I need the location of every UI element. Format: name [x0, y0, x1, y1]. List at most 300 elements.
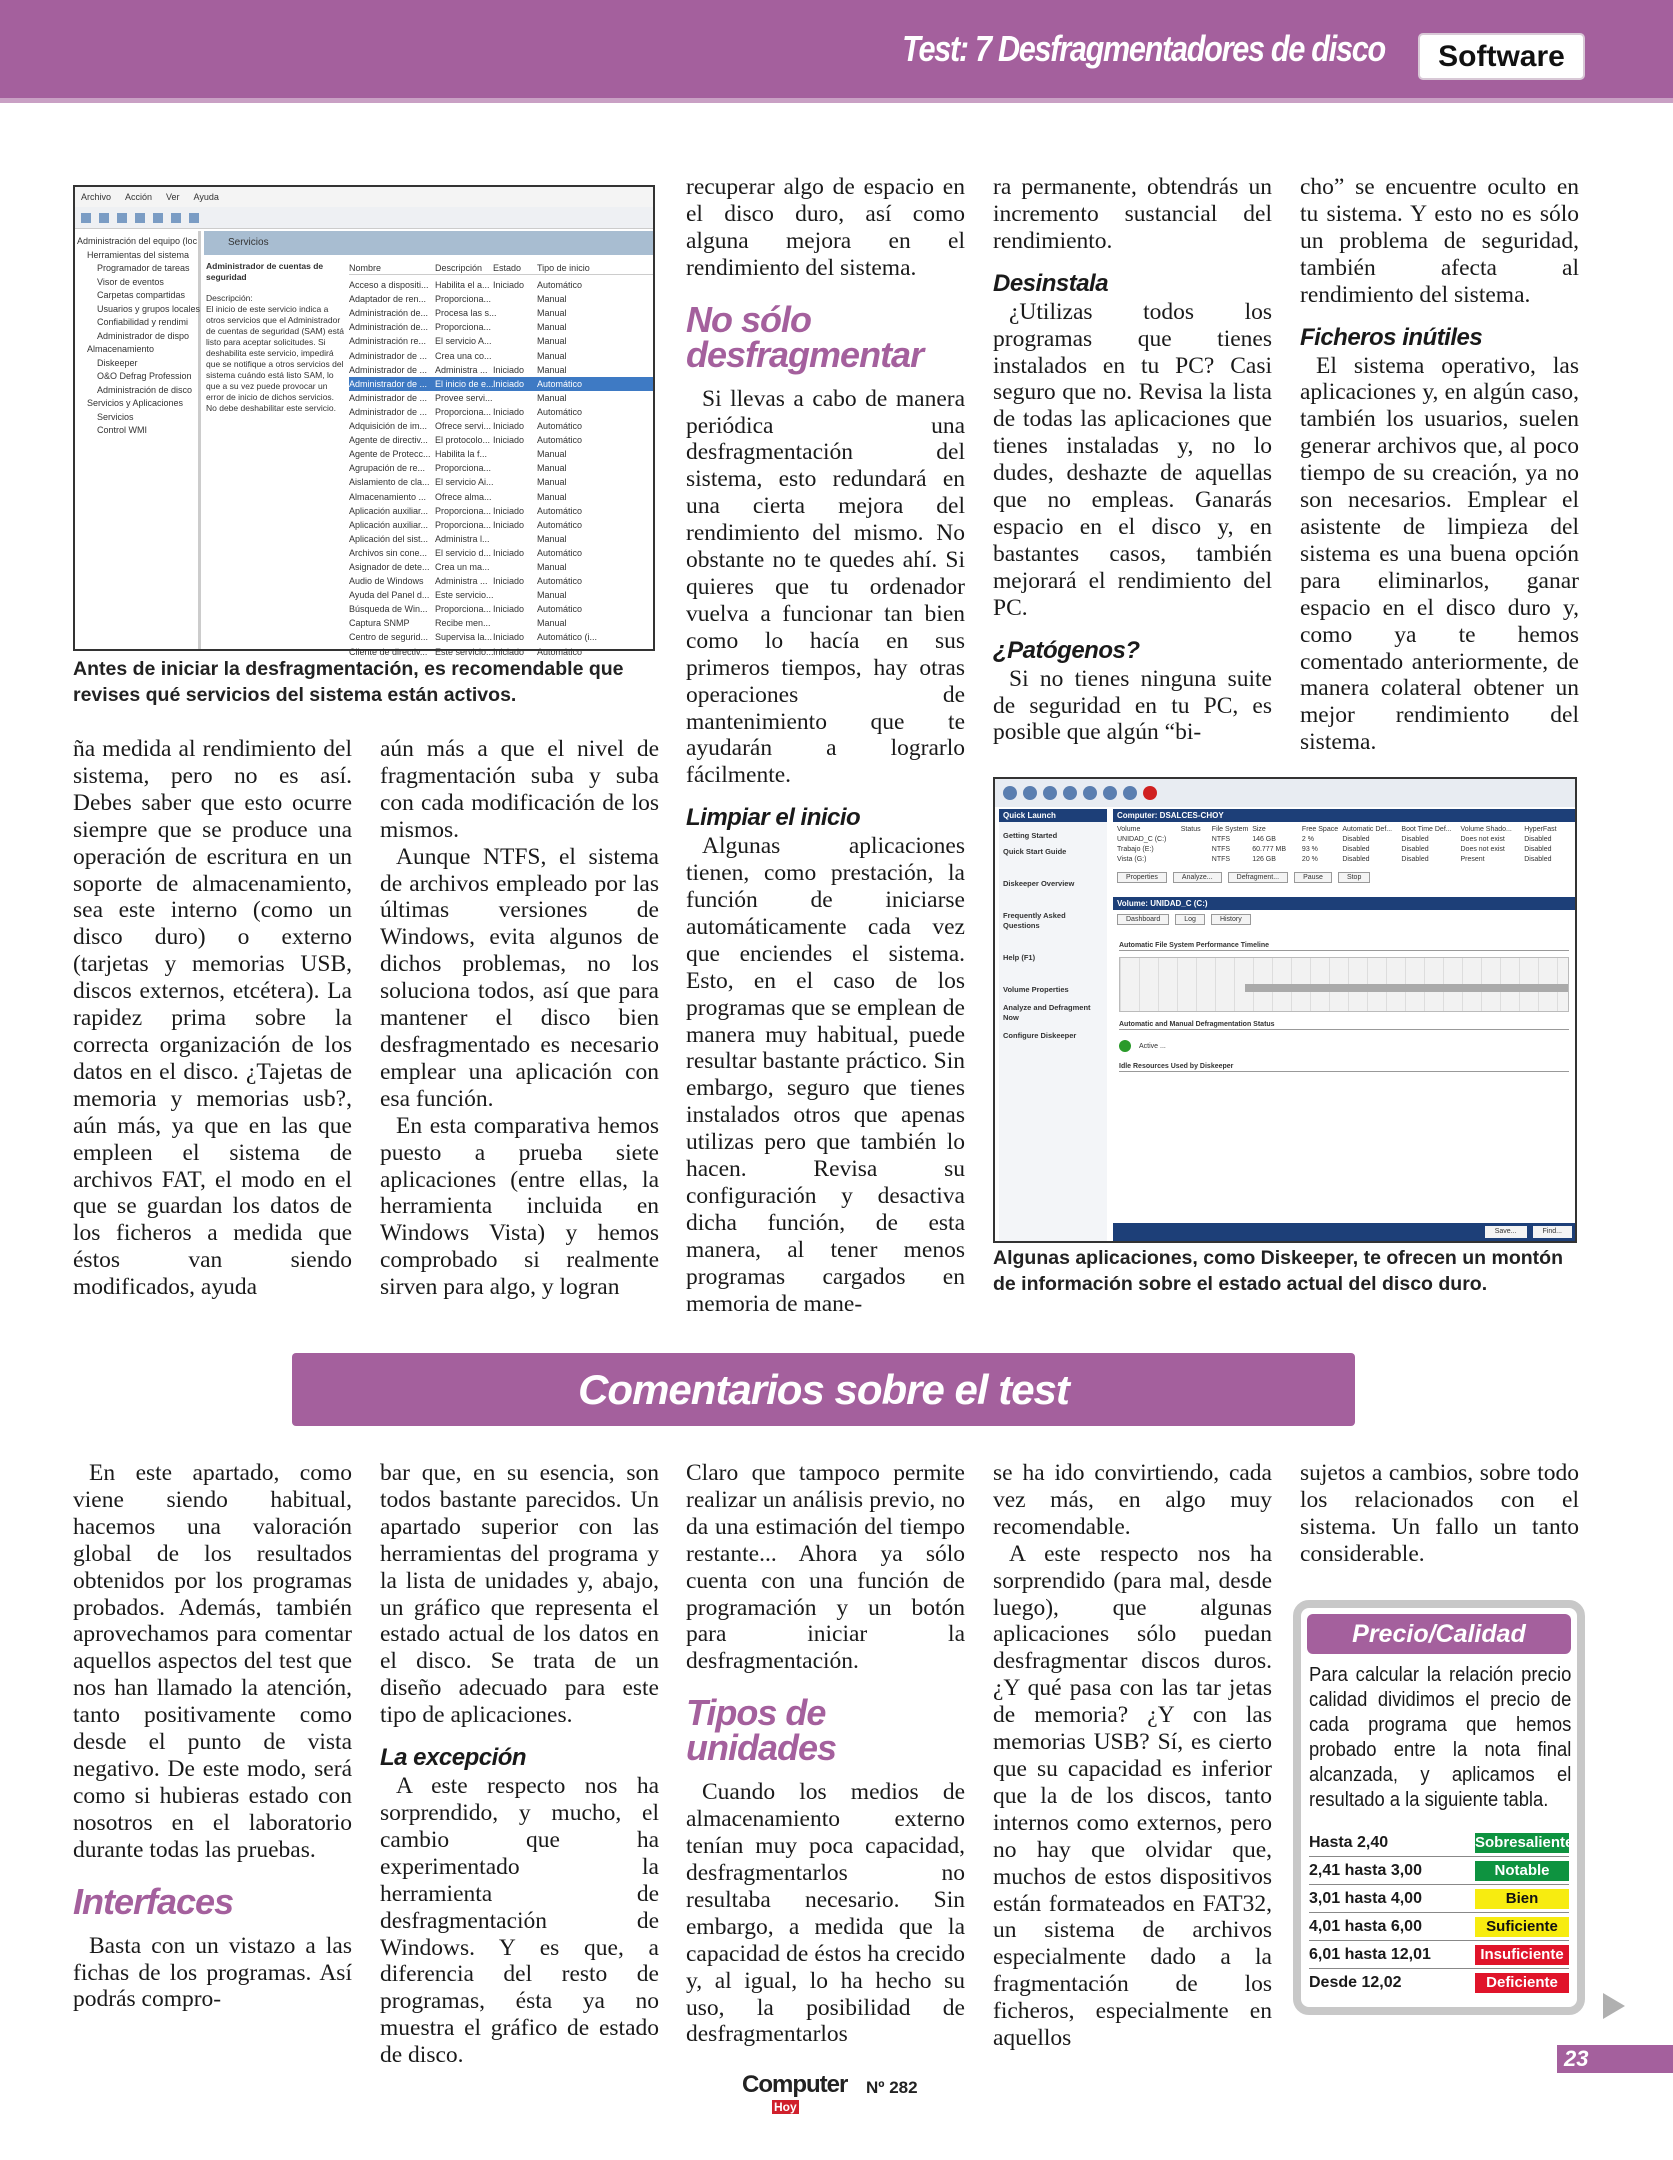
- diskeeper-screenshot: [993, 777, 1577, 1243]
- table-row: [349, 405, 653, 419]
- article-column-5: [1300, 174, 1579, 756]
- cell: Provee servi...: [435, 392, 493, 403]
- cell: Present: [1460, 856, 1485, 863]
- cell: Automático: [537, 435, 583, 446]
- price-range: 2,41 hasta 3,00: [1309, 1861, 1422, 1879]
- cell: Administrador de ...: [349, 392, 428, 403]
- cell: 20 %: [1301, 856, 1318, 863]
- cell: Proporciona...: [435, 463, 492, 474]
- cell: Archivos sin cone...: [349, 547, 428, 558]
- tree-item: Servicios: [97, 411, 134, 422]
- cell: Automático: [537, 576, 583, 587]
- cell: Vista (G:): [1117, 856, 1147, 863]
- box-title: Precio/Calidad: [1307, 1614, 1571, 1654]
- cell: [493, 447, 537, 461]
- services-screenshot: [73, 185, 655, 657]
- table-row: [349, 504, 653, 518]
- cell: Automático: [537, 505, 583, 516]
- rating-row: [1309, 1885, 1569, 1913]
- comments-column-3: [686, 1460, 965, 2048]
- menu-item: Ver: [166, 192, 180, 202]
- pause-icon: [189, 213, 199, 223]
- desc-label: Descripción:: [206, 293, 253, 303]
- tool-icon: [1103, 786, 1117, 800]
- table-row: [349, 391, 653, 405]
- cell: Disabled: [1342, 856, 1370, 863]
- cell: Manual: [537, 491, 567, 502]
- main-panel: [1113, 809, 1575, 1241]
- cell: Manual: [537, 294, 567, 305]
- cell: Centro de segurid...: [349, 632, 429, 643]
- tree-item: Administrador de dispo: [97, 330, 190, 341]
- magazine-logo: [742, 2071, 848, 2114]
- table-row: [349, 433, 653, 447]
- cell: Disabled: [1524, 836, 1552, 843]
- logo-text: Computer: [742, 2071, 848, 2098]
- cell: Iniciado: [493, 280, 525, 291]
- column-header: Size: [1252, 826, 1266, 833]
- tree-item: Visor de eventos: [97, 276, 164, 287]
- quick-launch-item: Help (F1): [1003, 953, 1036, 962]
- price-range: 3,01 hasta 4,00: [1309, 1889, 1422, 1907]
- cell: Iniciado: [493, 547, 525, 558]
- desc-text: El inicio de este servicio indica a otros servicios que el Administrador de cuentas de seguridad (SAM) está listo para aceptar solicitudes. Si deshabilita este servicio, impedirá que se notifique a otros servicios del sistema cuándo está listo SAM, lo que a su vez puede provocar un error de inicio de dichos servicios. No debe deshabilitar este servicio.: [206, 304, 344, 413]
- volume-title: Volume: UNIDAD_C (C:): [1113, 897, 1575, 910]
- cell: Administrador de ...: [349, 364, 428, 375]
- section-badge: Software: [1418, 33, 1585, 80]
- cell: El servicio A...: [435, 336, 492, 347]
- table-row: [349, 377, 653, 391]
- find-button: Find...: [1533, 1226, 1572, 1238]
- rating-badge: Suficiente: [1475, 1917, 1569, 1937]
- table-row: [349, 306, 653, 320]
- cell: Aislamiento de cla...: [349, 477, 430, 488]
- cell: [493, 320, 537, 334]
- cell: Procesa las s...: [435, 308, 497, 319]
- tree-panel: [75, 231, 201, 649]
- page-number: 23: [1557, 2045, 1673, 2073]
- price-range: Hasta 2,40: [1309, 1833, 1389, 1851]
- cell: Aplicación auxiliar...: [349, 505, 429, 516]
- cell: Búsqueda de Win...: [349, 604, 428, 615]
- paragraph: Basta con un vistazo a las fichas de los programas. Así podrás compro-: [73, 1932, 352, 2013]
- paragraph: cho” se encuentre oculto en tu sistema. Y esto no es sólo un problema de seguridad, también afecta al rendimiento del sistema.: [1300, 174, 1579, 308]
- article-column-1: [73, 736, 352, 1301]
- cell: Iniciado: [493, 519, 525, 530]
- column-header: Boot Time Def...: [1401, 826, 1452, 833]
- paragraph: Claro que tampoco permite realizar un análisis previo, no da una estimación del tiempo restante... Ahora ya sólo cuenta con una función de programación y un botón para iniciar la desfragmentación.: [686, 1460, 965, 1675]
- cell: [493, 391, 537, 405]
- cell: NTFS: [1211, 856, 1231, 863]
- tree-item: Confiabilidad y rendimi: [97, 317, 189, 327]
- button: Properties: [1117, 872, 1167, 883]
- cell: Administrador de ...: [349, 406, 428, 417]
- cell: Iniciado: [493, 421, 525, 432]
- paragraph: Cuando los medios de almacenamiento externo tenían muy poca capacidad, desfragmentarlos no resultaba necesario. Sin embargo, a medida que la capacidad de éstos ha crecido y, al igual, lo ha hecho su uso, la posibilidad de desfragmentarlos: [686, 1779, 965, 2048]
- cell: Audio de Windows: [349, 576, 424, 587]
- table-row: [349, 278, 653, 292]
- status-text: Active ...: [1139, 1042, 1166, 1050]
- tree-item: Control WMI: [97, 425, 148, 435]
- tree-item: Usuarios y grupos locales: [97, 303, 201, 314]
- tree-item: Almacenamiento: [87, 344, 155, 354]
- cell: Automático: [537, 604, 583, 615]
- quick-launch-item: Volume Properties: [1003, 985, 1069, 994]
- paragraph: El sistema operativo, las aplicaciones y, en algún caso, también los usuarios, suelen generar archivos que, al poco tiempo de su creación, ya no son necesarios. Emplear el asistente de limpieza del sistema es una buena opción para eliminarlos, ganar espacio en el disco duro y, como ya te hemos comentado anteriormente, de manera colateral obtener un mejor rendimiento del sistema.: [1300, 352, 1579, 756]
- cell: Iniciado: [493, 364, 525, 375]
- table-row: [349, 320, 653, 334]
- cell: Manual: [537, 477, 567, 488]
- table-row: [349, 292, 653, 306]
- table-row: [349, 602, 653, 616]
- cell: [1181, 845, 1209, 855]
- dashboard: [1113, 929, 1575, 1076]
- paragraph: En este apartado, como viene siendo habitual, hacemos una valoración global de los resultados obtenidos por los programas probados. Además, también aprovechamos para comentar aquellos aspectos del test que nos han llamado la atención, tanto positivamente como desde el punto de vista negativo. De este modo, será como si hubieras estado con nosotros en el laboratorio durante todas las pruebas.: [73, 1460, 352, 1863]
- paragraph: ña medida al rendimiento del sistema, pero no es así. Debes saber que esto ocurre siempre que se produce una operación de escritura en un soporte de almacenamiento, sea este interno (como un disco duro) o externo (tarjetas y memorias USB, discos externos, etcétera). La rapidez prima sobre la correcta organización de los datos en el disco. ¿Tajetas de memoria y memorias usb?, aún más, ya que en las que empleen el sistema de archivos FAT, el modo en el que se guardan los datos de los ficheros a medida que éstos van siendo modificados, ayuda: [73, 736, 352, 1301]
- cell: [493, 490, 537, 504]
- cell: Agente de Protecc...: [349, 449, 431, 460]
- subheading: La excepción: [380, 1744, 527, 1772]
- cell: Manual: [537, 336, 567, 347]
- toolbar: [75, 207, 653, 229]
- cell: [493, 616, 537, 630]
- tree-item: Programador de tareas: [97, 263, 190, 273]
- issue-number: Nº 282: [866, 2078, 918, 2097]
- cell: Automático: [537, 421, 583, 432]
- rating-badge: Sobresaliente: [1475, 1833, 1574, 1851]
- cell: Administración de...: [349, 322, 429, 333]
- subheading: ¿Patógenos?: [993, 636, 1140, 664]
- cell: Automático: [537, 646, 583, 657]
- table-row: [349, 588, 653, 602]
- cell: Habilita la f...: [435, 449, 488, 460]
- cell: Iniciado: [493, 646, 525, 657]
- article-column-3: [686, 174, 965, 1318]
- tool-icon: [1023, 786, 1037, 800]
- cell: Automático: [537, 519, 583, 530]
- table-header: [349, 261, 653, 275]
- box-text: Para calcular la relación precio calidad dividimos el precio de cada programa que hemos probado entre la nota final alcanzada, y aplicamos el resultado a la siguiente tabla.: [1309, 1664, 1572, 1811]
- tab: History: [1211, 914, 1251, 925]
- column-header: HyperFast: [1524, 826, 1557, 833]
- cell: Proporciona...: [435, 519, 492, 530]
- cell: Manual: [537, 463, 567, 474]
- computer-title: Computer: DSALCES-CHOY: [1113, 809, 1575, 822]
- cell: Manual: [537, 350, 567, 361]
- table-row: [349, 630, 653, 644]
- cell: Ayuda del Panel d...: [349, 590, 430, 601]
- cell: Trabajo (E:): [1117, 846, 1154, 853]
- table-row: [349, 574, 653, 588]
- paragraph: A este respecto nos ha sorprendido (para mal, desde luego), que algunas aplicaciones sólo puedan desfragmentar discos duros. ¿Y qué pasa con las tar jetas de memoria? ¿Y con las memorias USB? Sí, es cierto que su capacidad es inferior que la de los discos, tanto internos como externos, pero no hay que olvidar que, muchos de estos dispositivos están formateados en FAT32, un sistema de archivos especialmente dado a la fragmentación de los ficheros, especialmente en aquellos: [993, 1540, 1272, 2052]
- cell: Crea un ma...: [435, 561, 490, 572]
- paragraph: recuperar algo de espacio en el disco duro, así como alguna mejora en el rendimiento del sistema.: [686, 174, 965, 281]
- cell: Proporciona...: [435, 604, 492, 615]
- section-heading: Interfaces: [73, 1880, 234, 1922]
- comments-column-2: [380, 1460, 659, 2069]
- column-header: File System: [1211, 826, 1249, 833]
- rating-badge: Deficiente: [1475, 1973, 1569, 1993]
- cell: Manual: [537, 308, 567, 319]
- quick-launch-item: Getting Started: [1003, 831, 1058, 840]
- cell: Supervisa la...: [435, 632, 493, 643]
- cell: Cliente de directiv...: [349, 646, 428, 657]
- cell: [1181, 835, 1209, 845]
- comments-column-1: [73, 1460, 352, 2013]
- cell: Administra ...: [435, 576, 488, 587]
- cell: Manual: [537, 561, 567, 572]
- column-header: Nombre: [349, 263, 382, 273]
- tool-icon: [1063, 786, 1077, 800]
- subheading: Ficheros inútiles: [1300, 323, 1483, 351]
- paragraph: En esta comparativa hemos puesto a prueba siete aplicaciones (entre ellas, la herramienta incluida en Windows Vista) y hemos comprobado si realmente sirven para algo, y logran: [380, 1112, 659, 1301]
- price-range: Desde 12,02: [1309, 1974, 1402, 1991]
- cell: Asignador de dete...: [349, 561, 430, 572]
- tree-item: Herramientas del sistema: [87, 249, 190, 260]
- header-bar: [0, 0, 1673, 103]
- column-header: Status: [1180, 826, 1201, 833]
- status-light-icon: [1119, 1040, 1131, 1052]
- quick-launch-item: Configure Diskeeper: [1003, 1031, 1077, 1040]
- cell: Disabled: [1524, 846, 1552, 853]
- cell: Administración re...: [349, 336, 427, 347]
- table-row: [349, 490, 653, 504]
- tree-item: Servicios y Aplicaciones: [87, 398, 184, 408]
- column-header: Volume: [1117, 826, 1141, 833]
- cell: Iniciado: [493, 632, 525, 643]
- cell: [493, 334, 537, 348]
- paragraph: bar que, en su esencia, son todos bastante parecidos. Un apartado superior con las herramientas del programa y la lista de unidades y, abajo, un gráfico que representa el estado actual de los datos en el disco. Se trata de un diseño adecuado para este tipo de aplicaciones.: [380, 1460, 659, 1729]
- table-row: [349, 447, 653, 461]
- tree-item: Administración de disco: [97, 384, 193, 395]
- tool-icon: [1083, 786, 1097, 800]
- quick-launch-item: Diskeeper Overview: [1003, 879, 1075, 888]
- quick-launch-title: Quick Launch: [999, 809, 1107, 822]
- cell: Administra ...: [435, 364, 488, 375]
- save-button: Save...: [1485, 1226, 1527, 1238]
- quick-launch-item: Analyze and Defragment Now: [1003, 1003, 1091, 1022]
- column-header: Volume Shado...: [1460, 826, 1512, 833]
- button: Analyze...: [1173, 872, 1222, 883]
- paragraph: sujetos a cambios, sobre todo los relacionados con el sistema. Un fallo un tanto considerable.: [1300, 1460, 1579, 1567]
- panel-title: Servicios: [204, 231, 653, 255]
- section-title: Idle Resources Used by Diskeeper: [1119, 1062, 1569, 1072]
- table-row: [349, 560, 653, 574]
- cell: [493, 560, 537, 574]
- section-heading: Tipos de unidades: [686, 1692, 837, 1769]
- cell: Proporciona...: [435, 322, 492, 333]
- button: Stop: [1338, 872, 1370, 883]
- article-column-2: [380, 736, 659, 1301]
- cell: Manual: [537, 392, 567, 403]
- tab: Dashboard: [1117, 914, 1169, 925]
- cell: Iniciado: [493, 576, 525, 587]
- cell: Automático: [537, 378, 583, 389]
- quick-launch-panel: [999, 809, 1107, 1241]
- cell: Aplicación auxiliar...: [349, 519, 429, 530]
- menu-item: Ayuda: [193, 192, 219, 202]
- cell: El inicio de e...: [435, 378, 494, 389]
- cell: Proporciona...: [435, 406, 492, 417]
- paragraph: A este respecto nos ha sorprendido, y mucho, el cambio que ha experimentado la herramienta de desfragmentación de Windows. Y es que, a diferencia del resto de programas, ésta ya no muestra el gráfico de estado de disco.: [380, 1773, 659, 2069]
- cell: Proporciona...: [435, 294, 492, 305]
- cell: [1181, 855, 1209, 865]
- section-title: Automatic and Manual Defragmentation Status: [1119, 1020, 1569, 1030]
- paragraph: se ha ido convirtiendo, cada vez más, en algo muy recomendable.: [993, 1460, 1272, 1540]
- cell: [493, 306, 537, 320]
- service-description: [206, 261, 346, 414]
- cell: Iniciado: [493, 604, 525, 615]
- cell: Almacenamiento ...: [349, 491, 427, 502]
- cell: Disabled: [1524, 856, 1552, 863]
- cell: [493, 532, 537, 546]
- table-row: [349, 461, 653, 475]
- rating-row: [1309, 1969, 1569, 1997]
- cell: UNIDAD_C (C:): [1117, 836, 1167, 843]
- next-page-arrow-icon: [1603, 1993, 1625, 2019]
- cell: Captura SNMP: [349, 618, 410, 629]
- cell: Automático: [537, 406, 583, 417]
- tree-item: O&O Defrag Profession: [97, 371, 192, 381]
- cell: Aplicación del sist...: [349, 533, 429, 544]
- button: Defragment...: [1228, 872, 1288, 883]
- cell: Recibe men...: [435, 618, 491, 629]
- logo-sub: Hoy: [774, 2100, 797, 2114]
- cell: [493, 461, 537, 475]
- desc-title: Administrador de cuentas de seguridad: [206, 261, 324, 282]
- cell: Iniciado: [493, 378, 525, 389]
- rating-row: [1309, 1913, 1569, 1941]
- services-panel: [204, 231, 653, 657]
- quick-launch-item: Frequently Asked Questions: [1003, 911, 1066, 930]
- comments-column-5: [1300, 1460, 1579, 1568]
- price-quality-box: [1293, 1600, 1585, 2015]
- cell: Manual: [537, 590, 567, 601]
- cell: Crea una co...: [435, 350, 492, 361]
- cell: [493, 292, 537, 306]
- cell: Automático: [537, 280, 583, 291]
- back-icon: [81, 213, 91, 223]
- cell: Disabled: [1342, 846, 1370, 853]
- cell: Este servicio...: [435, 646, 494, 657]
- cell: El servicio Ai...: [435, 477, 494, 488]
- cell: 126 GB: [1252, 856, 1276, 863]
- table-row: [349, 334, 653, 348]
- rating-badge: Notable: [1475, 1861, 1569, 1881]
- column-header: Descripción: [435, 263, 483, 273]
- cell: Adquisición de im...: [349, 421, 428, 432]
- cell: NTFS: [1211, 846, 1231, 853]
- table-row: [349, 616, 653, 630]
- tabs: [1113, 910, 1575, 929]
- tool-icon: [1003, 786, 1017, 800]
- cell: Este servicio...: [435, 590, 494, 601]
- cell: El protocolo...: [435, 435, 491, 446]
- cell: Administrador de ...: [349, 378, 428, 389]
- subheading: Desinstala: [993, 269, 1109, 297]
- tree-item: Carpetas compartidas: [97, 290, 186, 300]
- rating-badge: Bien: [1475, 1889, 1569, 1909]
- cell: Automático (i...: [537, 632, 598, 643]
- cell: [493, 588, 537, 602]
- column-header: Estado: [493, 263, 522, 273]
- section-banner: Comentarios sobre el test: [292, 1353, 1355, 1426]
- cell: Acceso a dispositi...: [349, 280, 429, 291]
- cell: Disabled: [1401, 856, 1429, 863]
- tab: Log: [1175, 914, 1205, 925]
- help-icon: [135, 213, 145, 223]
- folder-icon: [117, 213, 127, 223]
- rating-table: [1307, 1829, 1574, 1997]
- section-title: Automatic File System Performance Timeline: [1119, 941, 1569, 951]
- cell: El servicio d...: [435, 547, 492, 558]
- table-row: [349, 532, 653, 546]
- paragraph: ra permanente, obtendrás un incremento sustancial del rendimiento.: [993, 174, 1272, 254]
- paragraph: ¿Utilizas todos los programas que tienes instalados en tu PC? Casi seguro que no. Revisa la lista de todas las aplicaciones que tienes instaladas y, no lo dudes, deshazte de aquellas que no empleas. Ganarás espacio en el disco y, en bastantes casos, también mejorará el rendimiento del PC.: [993, 298, 1272, 621]
- table-row: [349, 518, 653, 532]
- article-column-4: [993, 174, 1272, 746]
- cell: 146 GB: [1252, 836, 1276, 843]
- table-row: [349, 363, 653, 377]
- tree-item: Administración del equipo (loc: [77, 236, 198, 246]
- cell: [493, 349, 537, 363]
- cell: Does not exist: [1460, 846, 1505, 853]
- paragraph: Si no tienes ninguna suite de seguridad en tu PC, es posible que algún “bi-: [993, 665, 1272, 746]
- rating-row: [1309, 1829, 1574, 1857]
- play-icon: [153, 213, 163, 223]
- cell: Manual: [537, 449, 567, 460]
- volume-table: [1113, 822, 1575, 868]
- button: Pause: [1294, 872, 1332, 883]
- cell: Administra l...: [435, 533, 490, 544]
- cell: Automático: [537, 547, 583, 558]
- cell: Adaptador de ren...: [349, 294, 427, 305]
- section-heading: No sólo desfragmentar: [686, 298, 924, 375]
- rating-badge: Insuficiente: [1475, 1945, 1569, 1965]
- cell: NTFS: [1211, 836, 1231, 843]
- cell: Agente de directiv...: [349, 435, 428, 446]
- paragraph: Algunas aplicaciones tienen, como prestación, la función de iniciarse automáticamente cada vez que enciendes el sistema. Esto, en el caso de los programas que se emplean de manera muy habitual, puede resultar bastante práctico. Sin embargo, seguro que tienes instalados otros que apenas utilizas pero que también lo hacen. Revisa su configuración y desactiva dicha función, de esta manera, al tener menos programas cargados en memoria de mane-: [686, 833, 965, 1317]
- cell: Proporciona...: [435, 505, 492, 516]
- cell: Manual: [537, 618, 567, 629]
- menu-item: Acción: [125, 192, 153, 202]
- footer-bar: [1113, 1223, 1575, 1241]
- cell: Does not exist: [1460, 836, 1505, 843]
- timeline-chart: [1119, 957, 1569, 1012]
- cell: Ofrece servi...: [435, 421, 492, 432]
- cell: [493, 475, 537, 489]
- toolbar: [995, 779, 1575, 807]
- paragraph: Si llevas a cabo de manera periódica una desfragmentación del sistema, esto redundará en una cierta mejora del rendimiento del mismo. No obstante no te quedes ahí. Si quieres que tu ordenador vuelva a funcionar tan bien como lo hacía en sus primeros tiempos, hay otras operaciones de mantenimiento que te ayudarán a lograrlo fácilmente.: [686, 385, 965, 789]
- menu-item: Archivo: [81, 192, 112, 202]
- paragraph: aún más a que el nivel de fragmentación suba y suba con cada modificación de los mismos.: [380, 736, 659, 843]
- table-row: [349, 475, 653, 489]
- help-icon: [1123, 786, 1137, 800]
- cell: Iniciado: [493, 435, 525, 446]
- subheading: Limpiar el inicio: [686, 804, 861, 832]
- cell: Disabled: [1401, 836, 1429, 843]
- cell: Ofrece alma...: [435, 491, 492, 502]
- stop-icon: [1143, 786, 1157, 800]
- cell: Administrador de ...: [349, 350, 428, 361]
- column-header: Tipo de inicio: [537, 263, 590, 273]
- cell: Agrupación de re...: [349, 463, 426, 474]
- rating-row: [1309, 1857, 1569, 1885]
- cell: Iniciado: [493, 406, 525, 417]
- cell: Manual: [537, 322, 567, 333]
- services-table: [349, 261, 653, 659]
- paragraph: Aunque NTFS, el sistema de archivos empleado por las últimas versiones de Windows, evita algunos de dichos problemas, no los soluciona todos, así que para mantener el disco bien desfragmentado es necesario emplear una aplicación con esa función.: [380, 843, 659, 1112]
